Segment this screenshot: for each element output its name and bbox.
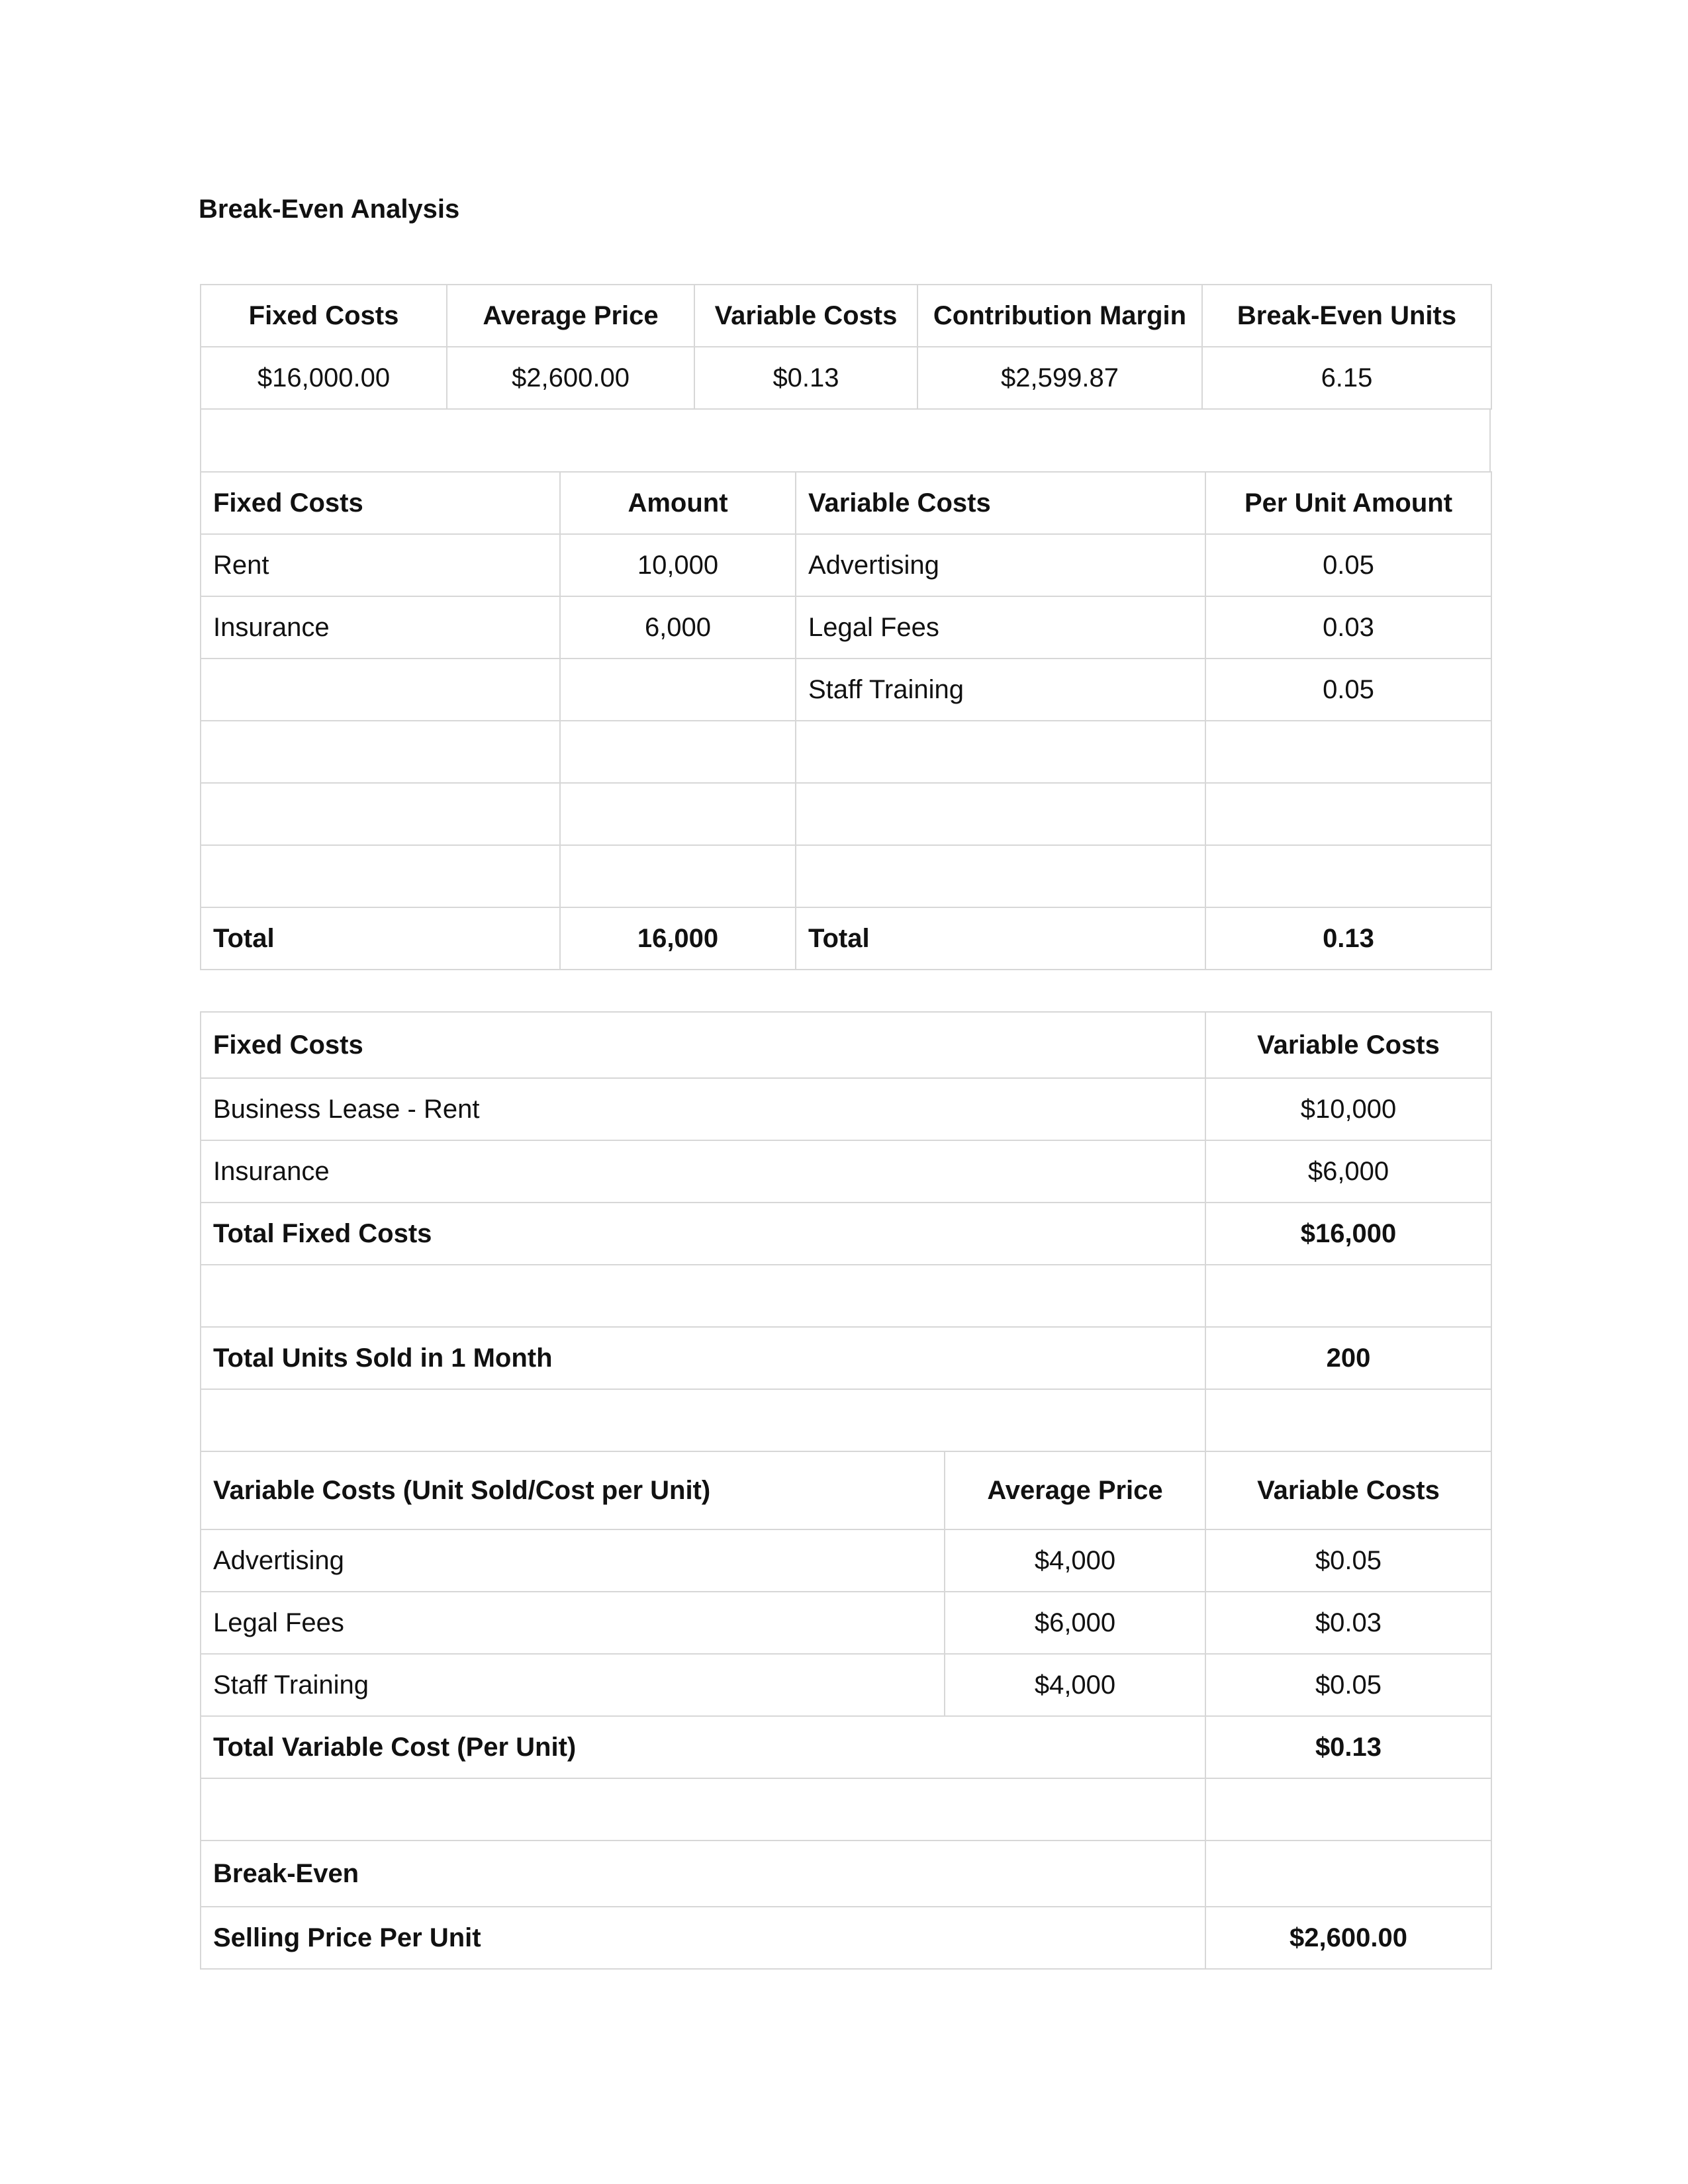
cost-variable-per-unit: 0.05 — [1205, 534, 1491, 596]
blank-cell — [201, 1389, 1205, 1451]
units-sold-label: Total Units Sold in 1 Month — [201, 1327, 1205, 1389]
summary-value-variable-costs: $0.13 — [694, 347, 917, 409]
blank-cell — [201, 1265, 1205, 1327]
cost-variable-label — [796, 845, 1205, 907]
blank-cell — [1205, 1265, 1491, 1327]
variable-item-label: Advertising — [201, 1529, 945, 1592]
cost-fixed-amount: 10,000 — [560, 534, 796, 596]
cost-variable-per-unit: 0.03 — [1205, 596, 1491, 659]
summary-table — [200, 284, 1492, 410]
cost-variable-label: Legal Fees — [796, 596, 1205, 659]
fixed-item-value: $10,000 — [1205, 1078, 1491, 1140]
cost-fixed-label — [201, 783, 560, 845]
summary-header-contribution-margin: Contribution Margin — [917, 285, 1202, 347]
cost-fixed-amount: 6,000 — [560, 596, 796, 659]
total-variable-row — [201, 1716, 1491, 1778]
cost-fixed-amount — [560, 659, 796, 721]
cost-total-variable-per-unit: 0.13 — [1205, 907, 1491, 970]
cost-variable-label: Advertising — [796, 534, 1205, 596]
cost-total-fixed-amount: 16,000 — [560, 907, 796, 970]
units-sold-row — [201, 1327, 1491, 1389]
cost-row — [201, 783, 1491, 845]
spacer-cell — [201, 409, 1490, 472]
cost-header-row — [201, 472, 1491, 534]
variable-item-row — [201, 1529, 1491, 1592]
cost-header-variable: Variable Costs — [796, 472, 1205, 534]
total-variable-value: $0.13 — [1205, 1716, 1491, 1778]
fixed-item-label: Business Lease - Rent — [201, 1078, 1205, 1140]
cost-breakdown-table — [200, 471, 1492, 970]
cost-header-fixed: Fixed Costs — [201, 472, 560, 534]
fixed-item-value: $6,000 — [1205, 1140, 1491, 1203]
summary-value-contribution-margin: $2,599.87 — [917, 347, 1202, 409]
selling-price-value: $2,600.00 — [1205, 1907, 1491, 1969]
summary-header-row — [201, 285, 1491, 347]
variable-item-price: $6,000 — [945, 1592, 1205, 1654]
variable-section-header-cost: Variable Costs — [1205, 1451, 1491, 1529]
cost-fixed-label: Rent — [201, 534, 560, 596]
statement-header-variable: Variable Costs — [1205, 1012, 1491, 1078]
cost-fixed-label: Insurance — [201, 596, 560, 659]
blank-row — [201, 1778, 1491, 1841]
cost-fixed-amount — [560, 845, 796, 907]
cost-variable-per-unit — [1205, 783, 1491, 845]
cost-fixed-amount — [560, 721, 796, 783]
fixed-item-row — [201, 1140, 1491, 1203]
variable-section-header-label: Variable Costs (Unit Sold/Cost per Unit) — [201, 1451, 945, 1529]
cost-row — [201, 845, 1491, 907]
blank-row — [201, 1265, 1491, 1327]
variable-item-label: Staff Training — [201, 1654, 945, 1716]
cost-fixed-label — [201, 845, 560, 907]
statement-header-row — [201, 1012, 1491, 1078]
cost-variable-label — [796, 783, 1205, 845]
document-title: Break-Even Analysis — [199, 195, 460, 224]
selling-price-label: Selling Price Per Unit — [201, 1907, 1205, 1969]
variable-item-cost: $0.05 — [1205, 1654, 1491, 1716]
total-fixed-value: $16,000 — [1205, 1203, 1491, 1265]
units-sold-value: 200 — [1205, 1327, 1491, 1389]
cost-fixed-label — [201, 659, 560, 721]
selling-price-row — [201, 1907, 1491, 1969]
total-fixed-row — [201, 1203, 1491, 1265]
spacer-row — [201, 409, 1490, 472]
summary-value-row — [201, 347, 1491, 409]
cost-header-amount: Amount — [560, 472, 796, 534]
summary-value-fixed-costs: $16,000.00 — [201, 347, 447, 409]
blank-cell — [1205, 1778, 1491, 1841]
cost-fixed-label — [201, 721, 560, 783]
cost-variable-label: Staff Training — [796, 659, 1205, 721]
cost-fixed-amount — [560, 783, 796, 845]
variable-item-cost: $0.03 — [1205, 1592, 1491, 1654]
break-even-row — [201, 1841, 1491, 1907]
total-variable-label: Total Variable Cost (Per Unit) — [201, 1716, 1205, 1778]
variable-section-header-row — [201, 1451, 1491, 1529]
cost-variable-per-unit — [1205, 721, 1491, 783]
spacer-table — [200, 408, 1491, 473]
variable-item-label: Legal Fees — [201, 1592, 945, 1654]
variable-item-row — [201, 1592, 1491, 1654]
cost-header-per-unit: Per Unit Amount — [1205, 472, 1491, 534]
summary-value-average-price: $2,600.00 — [447, 347, 694, 409]
blank-cell — [201, 1778, 1205, 1841]
cost-row — [201, 659, 1491, 721]
blank-row — [201, 1389, 1491, 1451]
cost-variable-per-unit — [1205, 845, 1491, 907]
variable-item-price: $4,000 — [945, 1654, 1205, 1716]
cost-variable-per-unit: 0.05 — [1205, 659, 1491, 721]
fixed-item-row — [201, 1078, 1491, 1140]
variable-item-cost: $0.05 — [1205, 1529, 1491, 1592]
cost-variable-label — [796, 721, 1205, 783]
cost-total-variable-label: Total — [796, 907, 1205, 970]
summary-header-fixed-costs: Fixed Costs — [201, 285, 447, 347]
blank-cell — [1205, 1389, 1491, 1451]
total-fixed-label: Total Fixed Costs — [201, 1203, 1205, 1265]
fixed-item-label: Insurance — [201, 1140, 1205, 1203]
summary-header-average-price: Average Price — [447, 285, 694, 347]
variable-section-header-price: Average Price — [945, 1451, 1205, 1529]
cost-total-fixed-label: Total — [201, 907, 560, 970]
statement-table — [200, 1011, 1492, 1970]
variable-item-price: $4,000 — [945, 1529, 1205, 1592]
variable-item-row — [201, 1654, 1491, 1716]
cost-total-row — [201, 907, 1491, 970]
cost-row — [201, 596, 1491, 659]
cost-row — [201, 534, 1491, 596]
statement-header-fixed: Fixed Costs — [201, 1012, 1205, 1078]
cost-row — [201, 721, 1491, 783]
summary-header-variable-costs: Variable Costs — [694, 285, 917, 347]
summary-header-break-even-units: Break-Even Units — [1202, 285, 1491, 347]
summary-value-break-even-units: 6.15 — [1202, 347, 1491, 409]
break-even-label: Break-Even — [201, 1841, 1205, 1907]
break-even-blank — [1205, 1841, 1491, 1907]
